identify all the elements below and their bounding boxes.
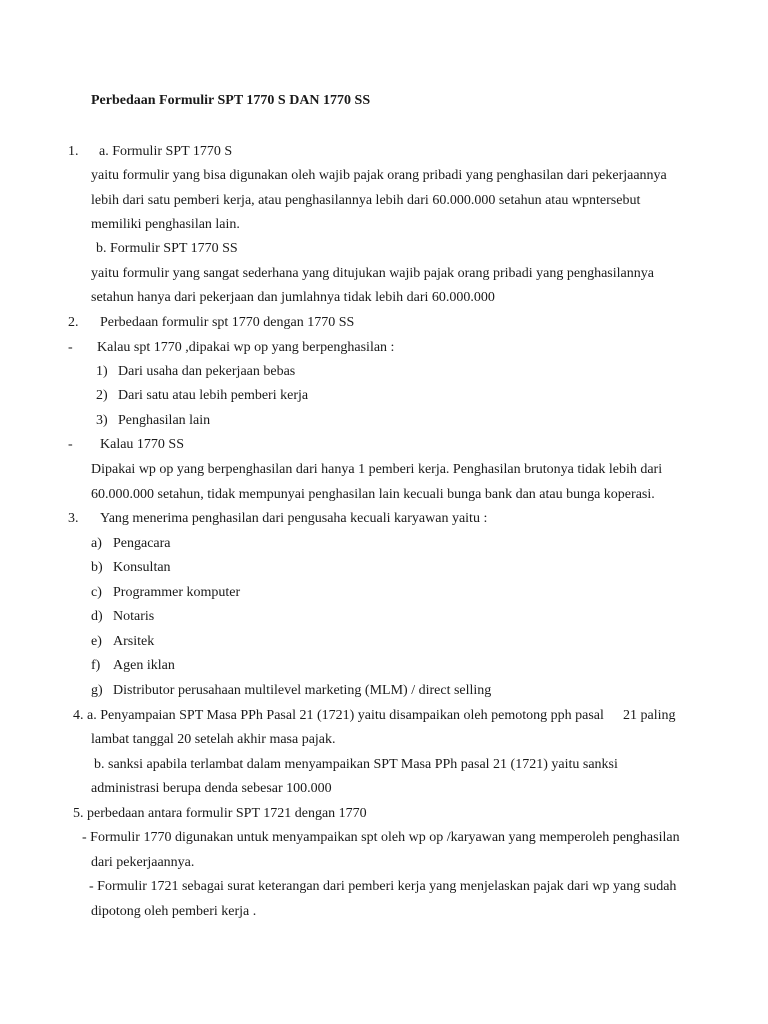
subheading: b. sanksi apabila terlambat dalam menyampaikan SPT Masa PPh pasal 21 (1721) yaitu sanksi [94, 757, 618, 772]
list-number: 3) [96, 413, 108, 428]
paragraph-line: lambat tanggal 20 setelah akhir masa pajak. [91, 732, 336, 747]
paragraph-line: dari pekerjaannya. [91, 855, 195, 870]
dash-marker: - [68, 340, 73, 355]
paragraph-line: memiliki penghasilan lain. [91, 217, 240, 232]
list-number: 2. [68, 315, 79, 330]
document-title: Perbedaan Formulir SPT 1770 S DAN 1770 SS [91, 93, 371, 108]
list-number: 1) [96, 364, 108, 379]
list-number: a) [91, 536, 102, 551]
list-number: 3. [68, 511, 79, 526]
paragraph-line: Perbedaan formulir spt 1770 dengan 1770 SS [100, 315, 355, 330]
dash-marker: - [68, 437, 73, 452]
list-item: Konsultan [113, 560, 171, 575]
list-item: Dari satu atau lebih pemberi kerja [118, 388, 309, 403]
list-number: 2) [96, 388, 108, 403]
paragraph-line: 5. perbedaan antara formulir SPT 1721 dengan 1770 [73, 806, 367, 821]
subheading: b. Formulir SPT 1770 SS [96, 241, 238, 256]
list-item: Notaris [113, 609, 155, 624]
subheading: a. Formulir SPT 1770 S [99, 144, 233, 159]
paragraph-line: yaitu formulir yang sangat sederhana yang ditujukan wajib pajak orang pribadi yang penghasilannya [91, 266, 654, 281]
paragraph-line: 60.000.000 setahun, tidak mempunyai penghasilan lain kecuali bunga bank dan atau bunga koperasi. [91, 487, 655, 502]
paragraph-line: dipotong oleh pemberi kerja . [91, 904, 257, 919]
list-item: Penghasilan lain [118, 413, 211, 428]
list-item: Distributor perusahaan multilevel marketing (MLM) / direct selling [113, 683, 492, 698]
list-item: Pengacara [113, 536, 171, 551]
list-item: Dari usaha dan pekerjaan bebas [118, 364, 296, 379]
list-number: c) [91, 585, 102, 600]
paragraph-line: - Formulir 1770 digunakan untuk menyampaikan spt oleh wp op /karyawan yang memperoleh penghasilan [82, 830, 680, 845]
paragraph-line: yaitu formulir yang bisa digunakan oleh wajib pajak orang pribadi yang penghasilan dari pekerjaannya [91, 168, 667, 183]
paragraph-line: 4. a. Penyampaian SPT Masa PPh Pasal 21 (1721) yaitu disampaikan oleh pemotong pph pasal [73, 708, 604, 723]
list-number: 1. [68, 144, 79, 159]
list-item: Arsitek [113, 634, 155, 649]
paragraph-line: Kalau spt 1770 ,dipakai wp op yang berpenghasilan : [97, 340, 395, 355]
list-item: Programmer komputer [113, 585, 241, 600]
list-item: Agen iklan [113, 658, 175, 673]
list-number: b) [91, 560, 103, 575]
paragraph-line: administrasi berupa denda sebesar 100.000 [91, 781, 332, 796]
paragraph-line: Kalau 1770 SS [100, 437, 184, 452]
list-number: f) [91, 658, 101, 673]
list-number: g) [91, 683, 103, 698]
paragraph-line: Dipakai wp op yang berpenghasilan dari hanya 1 pemberi kerja. Penghasilan brutonya tidak lebih dari [91, 462, 663, 477]
paragraph-line: lebih dari satu pemberi kerja, atau penghasilannya lebih dari 60.000.000 setahun atau wpntersebut [91, 193, 641, 208]
list-number: d) [91, 609, 103, 624]
paragraph-line: setahun hanya dari pekerjaan dan jumlahnya tidak lebih dari 60.000.000 [91, 290, 495, 305]
paragraph-line: Yang menerima penghasilan dari pengusaha kecuali karyawan yaitu : [100, 511, 488, 526]
paragraph-line: - Formulir 1721 sebagai surat keterangan dari pemberi kerja yang menjelaskan pajak dari wp yang sudah [89, 879, 677, 894]
paragraph-line: 21 paling [623, 708, 676, 723]
list-number: e) [91, 634, 102, 649]
